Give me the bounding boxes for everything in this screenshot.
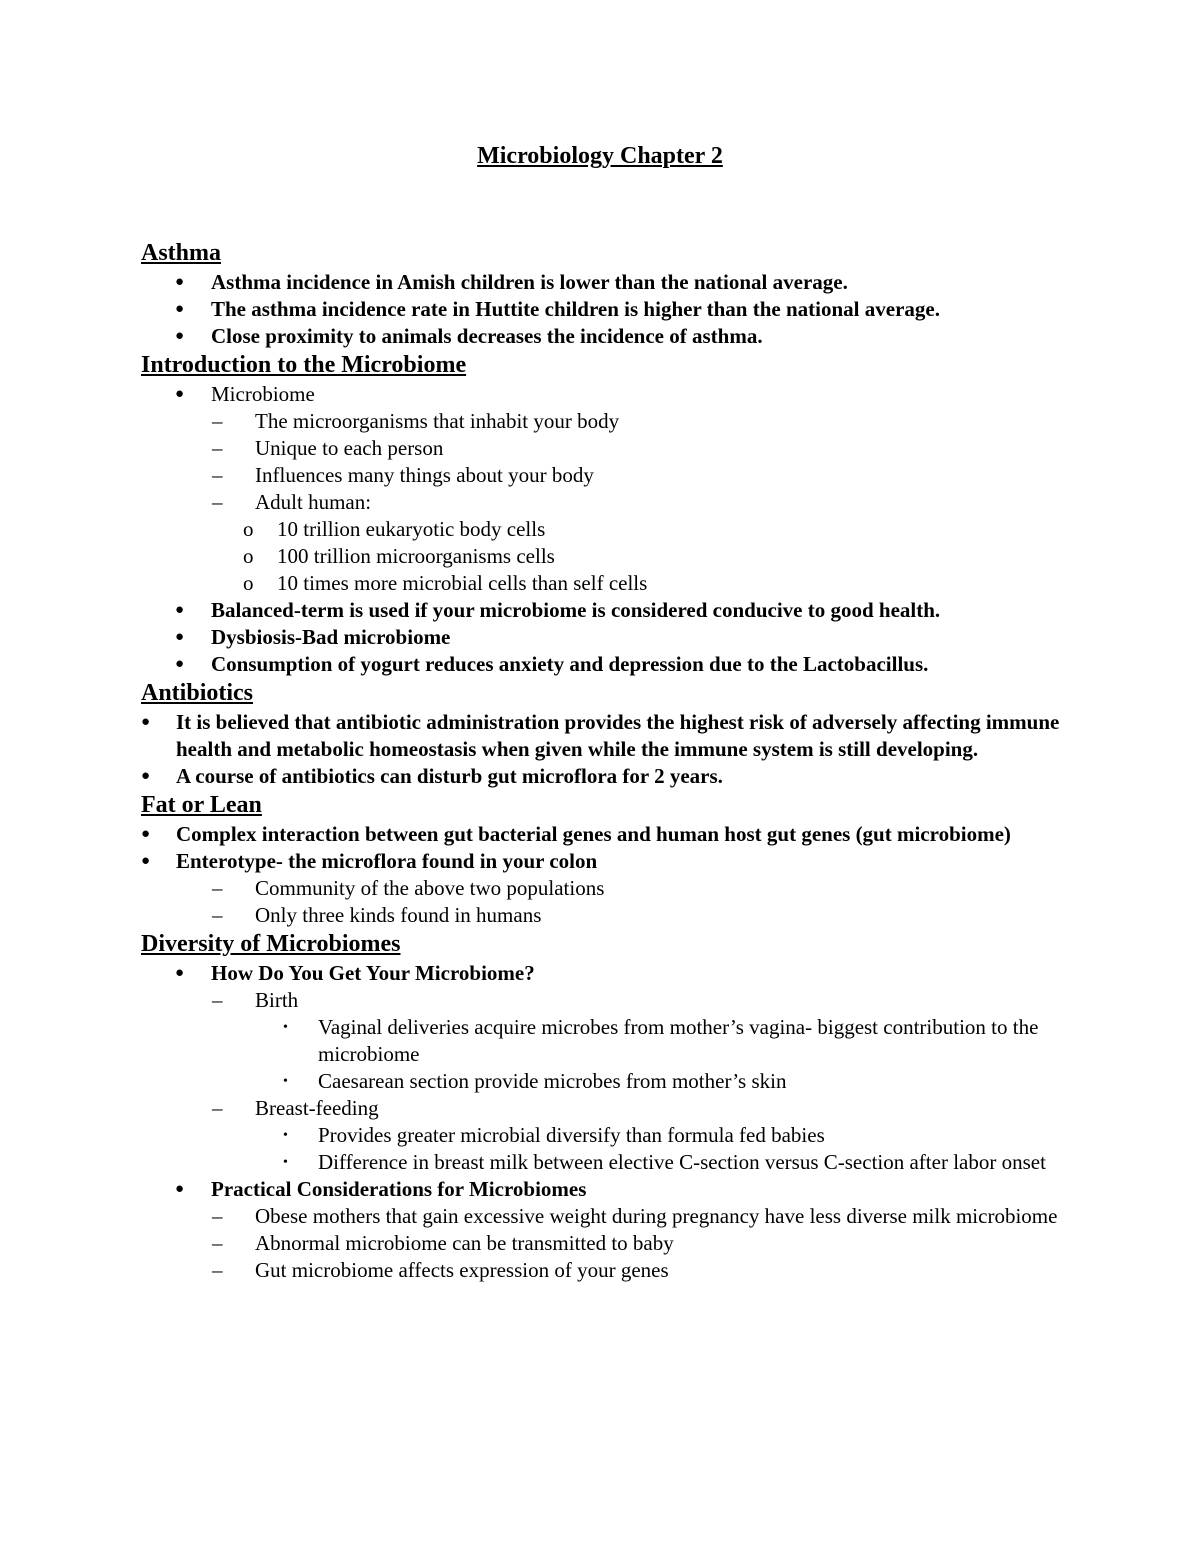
- list-item: – Community of the above two populations: [212, 876, 605, 900]
- bullet-icon: ●: [141, 768, 151, 784]
- list-item: – Only three kinds found in humans: [212, 903, 542, 927]
- list-item: ● Complex interaction between gut bacterial genes and human host gut genes (gut microbiome): [141, 822, 1011, 846]
- dash-icon: –: [212, 903, 223, 927]
- list-item: o 100 trillion microorganisms cells: [243, 544, 555, 568]
- bullet-icon: ●: [175, 602, 185, 618]
- bullet-icon: ●: [141, 714, 151, 730]
- list-item: – Influences many things about your body: [212, 463, 594, 487]
- bullet-icon: ●: [175, 629, 185, 645]
- heading-fat-or-lean: Fat or Lean: [141, 792, 262, 818]
- heading-antibiotics: Antibiotics: [141, 680, 254, 706]
- list-item: – Gut microbiome affects expression of your genes: [212, 1258, 669, 1282]
- list-item: o 10 times more microbial cells than self cells: [243, 571, 648, 595]
- list-item: • Difference in breast milk between elective C-section versus C-section after labor onset: [283, 1150, 1046, 1174]
- list-item: • Provides greater microbial diversify than formula fed babies: [283, 1123, 825, 1147]
- list-item: • Caesarean section provide microbes from mother’s skin: [283, 1069, 787, 1093]
- list-item: ● Practical Considerations for Microbiomes: [175, 1177, 587, 1201]
- bullet-icon: ●: [175, 656, 185, 672]
- list-item: ● Close proximity to animals decreases the incidence of asthma.: [175, 324, 763, 348]
- bullet-icon: ●: [175, 274, 185, 290]
- bullet-icon: ●: [175, 965, 185, 981]
- list-item: – Breast-feeding: [212, 1096, 379, 1120]
- list-item: ● Enterotype- the microflora found in your colon: [141, 849, 598, 873]
- circle-bullet-icon: o: [243, 571, 254, 595]
- list-item: – Abnormal microbiome can be transmitted to baby: [212, 1231, 674, 1255]
- heading-asthma: Asthma: [141, 240, 222, 266]
- list-item: – Unique to each person: [212, 436, 444, 460]
- list-item: ● Consumption of yogurt reduces anxiety and depression due to the Lactobacillus.: [175, 652, 929, 676]
- dot-bullet-icon: •: [283, 1020, 288, 1035]
- list-item: ● Balanced-term is used if your microbiome is considered conducive to good health.: [175, 598, 941, 622]
- list-item: ● How Do You Get Your Microbiome?: [175, 961, 535, 985]
- dash-icon: –: [212, 463, 223, 487]
- dash-icon: –: [212, 1231, 223, 1255]
- circle-bullet-icon: o: [243, 517, 254, 541]
- list-item: o 10 trillion eukaryotic body cells: [243, 517, 546, 541]
- dash-icon: –: [212, 876, 223, 900]
- list-item: ● Asthma incidence in Amish children is lower than the national average.: [175, 270, 848, 294]
- dash-icon: –: [212, 988, 223, 1012]
- bullet-icon: ●: [141, 826, 151, 842]
- bullet-icon: ●: [141, 853, 151, 869]
- list-item: – The microorganisms that inhabit your body: [212, 409, 620, 433]
- dot-bullet-icon: •: [283, 1074, 288, 1089]
- list-item: – Birth: [212, 988, 299, 1012]
- bullet-icon: ●: [175, 386, 185, 402]
- list-item: – Adult human:: [212, 490, 372, 514]
- dash-icon: –: [212, 1204, 223, 1228]
- dot-bullet-icon: •: [283, 1128, 288, 1143]
- dash-icon: –: [212, 1258, 223, 1282]
- dot-bullet-icon: •: [283, 1155, 288, 1170]
- list-item: • Vaginal deliveries acquire microbes from mother’s vagina- biggest contribution to the microbiome: [283, 1015, 1039, 1066]
- dash-icon: –: [212, 490, 223, 514]
- dash-icon: –: [212, 1096, 223, 1120]
- list-item: ● It is believed that antibiotic administration provides the highest risk of adversely affecting immune health and metabolic homeostasis when given while the immune system is still developing.: [141, 710, 1060, 761]
- list-item: ● Dysbiosis-Bad microbiome: [175, 625, 451, 649]
- document-body: [141, 238, 1061, 1284]
- dash-icon: –: [212, 409, 223, 433]
- list-item: – Obese mothers that gain excessive weight during pregnancy have less diverse milk microbiome: [212, 1204, 1058, 1228]
- circle-bullet-icon: o: [243, 544, 254, 568]
- bullet-icon: ●: [175, 1181, 185, 1197]
- bullet-icon: ●: [175, 301, 185, 317]
- dash-icon: –: [212, 436, 223, 460]
- bullet-icon: ●: [175, 328, 185, 344]
- heading-intro-microbiome: Introduction to the Microbiome: [141, 352, 467, 378]
- heading-diversity: Diversity of Microbiomes: [141, 931, 401, 957]
- list-item: ● A course of antibiotics can disturb gut microflora for 2 years.: [141, 764, 723, 788]
- list-item: ● Microbiome: [175, 382, 315, 406]
- page-title: Microbiology Chapter 2: [477, 143, 723, 169]
- list-item: ● The asthma incidence rate in Huttite children is higher than the national average.: [175, 297, 940, 321]
